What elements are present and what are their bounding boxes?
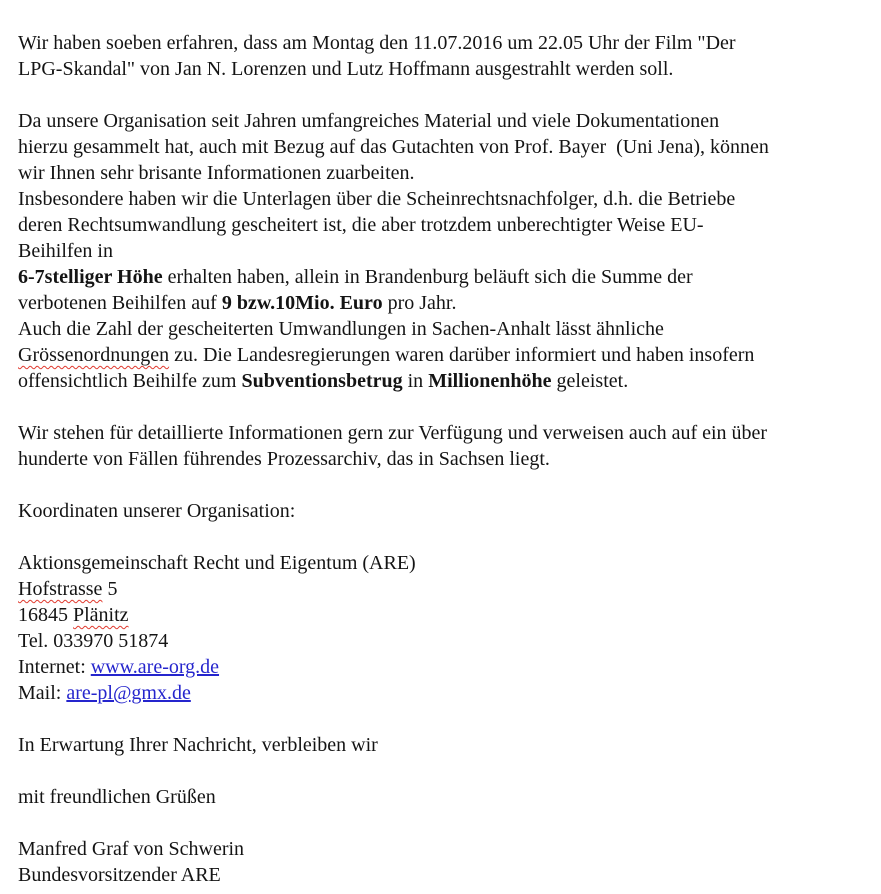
closing-regards: mit freundlichen Grüßen <box>18 786 216 808</box>
blank-line <box>18 472 869 498</box>
closing-line: In Erwartung Ihrer Nachricht, verbleiben wir <box>18 734 378 756</box>
misspelled-word: Grössenordnungen <box>18 344 170 366</box>
blank-line <box>18 758 869 784</box>
organization-name: Aktionsgemeinschaft Recht und Eigentum (ARE) <box>18 552 416 574</box>
misspelled-word: Hofstrasse <box>18 578 103 600</box>
website-link[interactable]: www.are-org.de <box>90 656 220 678</box>
intro-line: LPG-Skandal" von Jan N. Lorenzen und Lutz Hoffmann ausgestrahlt werden soll. <box>18 58 674 80</box>
intro-line: Wir haben soeben erfahren, dass am Montag den 11.07.2016 um 22.05 Uhr der Film "Der <box>18 32 736 54</box>
text-line <box>18 264 869 290</box>
text-line: Beihilfen in <box>18 240 113 262</box>
internet-line <box>18 654 869 680</box>
bold-highlight: Subventionsbetrug <box>241 370 403 392</box>
text-line: Wir stehen für detaillierte Informationen gern zur Verfügung und verweisen auch auf ein über <box>18 422 768 444</box>
link-label: Mail: <box>18 682 67 704</box>
signature-name: Manfred Graf von Schwerin <box>18 838 245 860</box>
blank-line <box>18 394 869 420</box>
email-link[interactable]: are-pl@gmx.de <box>66 682 191 704</box>
bold-highlight: 9 bzw.10Mio. Euro <box>221 292 383 314</box>
text-segment: offensichtlich Beihilfe zum <box>18 370 242 392</box>
phone-line: Tel. 033970 51874 <box>18 630 169 652</box>
mail-line <box>18 680 869 706</box>
text-segment: zu. Die Landesregierungen waren darüber informiert und haben insofern <box>169 344 755 366</box>
blank-line <box>18 82 869 108</box>
text-line: Insbesondere haben wir die Unterlagen über die Scheinrechtsnachfolger, d.h. die Betriebe <box>18 188 736 210</box>
text-line <box>18 368 869 394</box>
bold-highlight: 6-7stelliger Höhe <box>18 266 163 288</box>
text-segment: erhalten haben, allein in Brandenburg beläuft sich die Summe der <box>162 266 693 288</box>
text-segment: verbotenen Beihilfen auf <box>18 292 222 314</box>
text-line: Auch die Zahl der gescheiterten Umwandlungen in Sachen-Anhalt lässt ähnliche <box>18 318 664 340</box>
coordinates-heading: Koordinaten unserer Organisation: <box>18 500 296 522</box>
text-line: hunderte von Fällen führendes Prozessarchiv, das in Sachsen liegt. <box>18 448 550 470</box>
text-segment: 16845 <box>18 604 73 626</box>
text-segment: pro Jahr. <box>382 292 457 314</box>
text-line: hierzu gesammelt hat, auch mit Bezug auf das Gutachten von Prof. Bayer (Uni Jena), können <box>18 136 769 158</box>
signature-title: Bundesvorsitzender ARE <box>18 864 221 886</box>
link-label: Internet: <box>18 656 91 678</box>
text-line <box>18 342 869 368</box>
address-city <box>18 602 869 628</box>
text-line: deren Rechtsumwandlung gescheitert ist, die aber trotzdem unberechtigter Weise EU- <box>18 214 704 236</box>
text-segment: geleistet. <box>551 370 629 392</box>
text-line: wir Ihnen sehr brisante Informationen zuarbeiten. <box>18 162 415 184</box>
text-line: Da unsere Organisation seit Jahren umfangreiches Material und viele Dokumentationen <box>18 110 720 132</box>
blank-line <box>18 706 869 732</box>
bold-highlight: Millionenhöhe <box>428 370 552 392</box>
blank-line <box>18 524 869 550</box>
blank-line <box>18 810 869 836</box>
text-segment: 5 <box>102 578 118 600</box>
text-line <box>18 290 869 316</box>
address-street <box>18 576 869 602</box>
misspelled-word: Plänitz <box>73 604 129 626</box>
text-segment: in <box>402 370 429 392</box>
